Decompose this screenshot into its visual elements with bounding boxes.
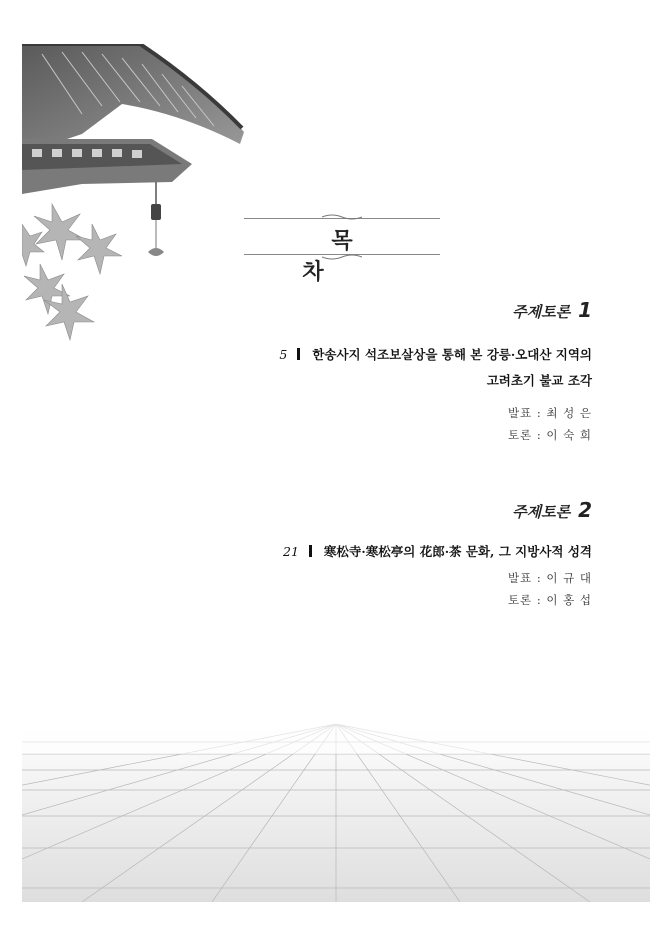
- section-heading: [512, 298, 592, 322]
- toc-entry-title: 寒松寺·寒松亭의 花郎·茶 문화, 그 지방사적 성격: [323, 544, 592, 559]
- toc-entry-title-line1: [283, 539, 592, 565]
- toc-entry-2[interactable]: [283, 539, 592, 611]
- bar-icon: [309, 545, 312, 557]
- toc-entry-page: 5: [279, 347, 288, 362]
- presenter: 발표 : 최 성 은: [507, 406, 592, 420]
- bar-icon: [297, 348, 300, 360]
- temple-eaves-image: [22, 44, 262, 344]
- ornament-icon: [322, 214, 362, 220]
- section-heading-label: 주제토론: [512, 303, 571, 321]
- section-heading-label: 주제토론: [512, 503, 571, 521]
- toc-entry-title-line1: [279, 342, 592, 368]
- section-heading-number: 1: [578, 298, 592, 322]
- presenter: 발표 : 이 규 대: [507, 571, 592, 585]
- ornament-icon: [322, 254, 362, 260]
- toc-title-block: [244, 212, 440, 285]
- discussant: 토론 : 이 숙 희: [507, 428, 592, 442]
- discussant: 토론 : 이 홍 섭: [507, 593, 592, 607]
- toc-title: 목 차: [302, 229, 411, 285]
- toc-entry-1[interactable]: [279, 342, 592, 446]
- toc-entry-page: 21: [283, 544, 299, 559]
- section-1: [512, 298, 592, 322]
- toc-entry-title-line2: 고려초기 불교 조각: [486, 373, 592, 388]
- grid-floor-image: [22, 724, 650, 902]
- toc-entry-title: 한송사지 석조보살상을 통해 본 강릉·오대산 지역의: [312, 347, 592, 362]
- section-heading: [512, 498, 592, 522]
- page: [22, 44, 650, 902]
- section-heading-number: 2: [578, 498, 592, 522]
- section-2: [512, 498, 592, 522]
